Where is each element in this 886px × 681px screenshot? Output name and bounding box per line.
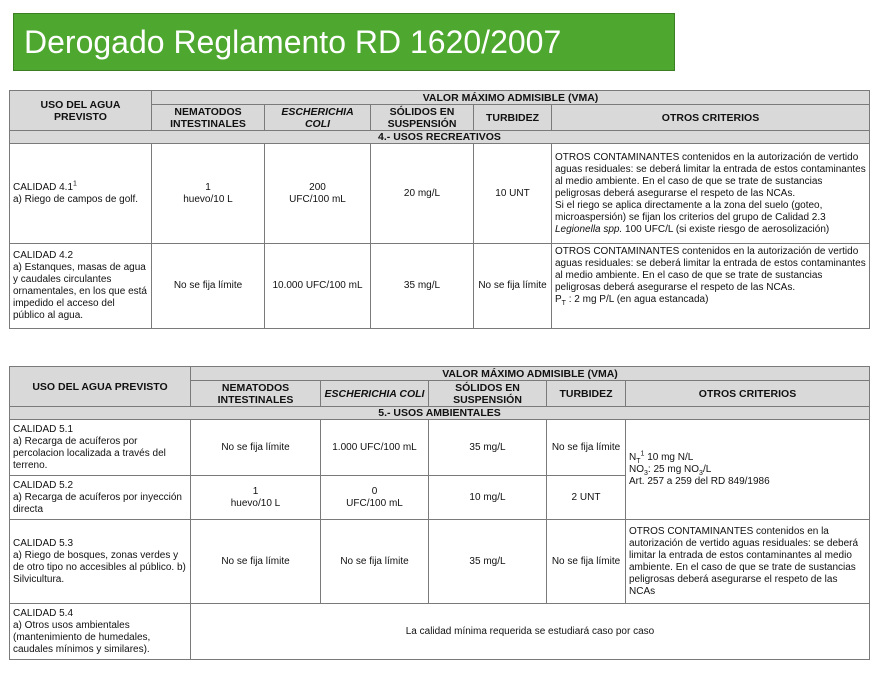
ecoli-value: 1.000 UFC/100 mL — [321, 420, 429, 476]
ecoli-value: 10.000 UFC/100 mL — [265, 244, 371, 329]
table-row — [10, 244, 870, 329]
nematodos-value: No se fija límite — [152, 244, 265, 329]
merged-criteria: La calidad mínima requerida se estudiará caso por caso — [191, 604, 870, 660]
otros-text: OTROS CONTAMINANTES contenidos en la autorización de vertido aguas residuales: se deberá limitar la entrada de estos contaminantes al medio ambiente. En el caso de que se trate de sustancias peligrosas deberá asegurarse el respeto de las NCAs. — [555, 246, 866, 293]
calidad-label: CALIDAD 5.1 — [13, 423, 74, 435]
header-otros: OTROS CRITERIOS — [552, 105, 870, 131]
turbidez-value: No se fija límite — [547, 520, 626, 604]
nematodos-value: 1 — [252, 485, 259, 497]
solidos-value: 35 mg/L — [371, 244, 474, 329]
ecoli-value: 200 — [309, 181, 326, 193]
otros-legionella-value: 100 UFC/L (si existe riesgo de aerosolización) — [622, 223, 830, 235]
header-nematodos: NEMATODOS INTESTINALES — [152, 105, 265, 131]
calidad-footnote: 1 — [73, 180, 77, 188]
nt-footnote: 1 — [640, 450, 645, 458]
otros-riego: Si el riego se aplica directamente a la zona del suelo (goteo, microaspersión) se fijan los criterios del grupo de Calidad 2.3 — [555, 199, 826, 223]
art-ref: Art. 257 a 259 del RD 849/1986 — [629, 475, 770, 487]
calidad-desc: a) Riego de campos de golf. — [13, 193, 139, 205]
header-vma: VALOR MÁXIMO ADMISIBLE (VMA) — [152, 91, 870, 105]
table-usos-ambientales — [9, 366, 870, 660]
no3-unit-end: /L — [702, 463, 712, 475]
nematodos-value: No se fija límite — [191, 420, 321, 476]
header-vma: VALOR MÁXIMO ADMISIBLE (VMA) — [191, 367, 870, 381]
otros-text: OTROS CONTAMINANTES contenidos en la autorización de vertido aguas residuales: se deberá limitar la entrada de estos contaminantes al medio ambiente. En el caso de que se trate de sustancias peligrosas deberá asegurarse el respeto de las NCAs. — [555, 151, 866, 199]
calidad-desc: a) Estanques, masas de agua y caudales circulantes ornamentales, en los que está impedido el acceso del público al agua. — [13, 262, 147, 321]
table-row — [10, 144, 870, 244]
turbidez-value: 2 UNT — [547, 476, 626, 520]
otros-legionella: Legionella spp. — [555, 223, 623, 235]
header-turbidez: TURBIDEZ — [474, 105, 552, 131]
header-solidos: SÓLIDOS EN SUSPENSIÓN — [429, 381, 547, 407]
page-title-banner — [13, 13, 675, 71]
section-title: 4.- USOS RECREATIVOS — [10, 131, 870, 144]
header-uso: USO DEL AGUA PREVISTO — [10, 367, 191, 407]
solidos-value: 20 mg/L — [371, 144, 474, 244]
calidad-desc: a) Otros usos ambientales (mantenimiento de humedales, caudales mínimos y similares). — [13, 619, 151, 655]
header-ecoli: ESCHERICHIA COLI — [265, 105, 371, 131]
calidad-label: CALIDAD 4.1 — [13, 181, 74, 193]
calidad-label: CALIDAD 5.4 — [13, 607, 74, 619]
calidad-desc: a) Recarga de acuíferos por inyección directa — [13, 491, 182, 515]
turbidez-value: 10 UNT — [474, 144, 552, 244]
header-otros: OTROS CRITERIOS — [626, 381, 870, 407]
header-uso: USO DEL AGUA PREVISTO — [10, 91, 152, 131]
nematodos-value: 1 — [205, 181, 211, 193]
solidos-value: 35 mg/L — [429, 420, 547, 476]
pt-label: P — [555, 294, 562, 305]
nematodos-unit: huevo/10 L — [230, 497, 281, 509]
section-title: 5.- USOS AMBIENTALES — [10, 407, 870, 420]
calidad-desc: a) Riego de bosques, zonas verdes y de otro tipo no accesibles al público. b) Silvicultura. — [13, 549, 186, 585]
ecoli-unit: UFC/100 mL — [346, 497, 403, 509]
solidos-value: 10 mg/L — [429, 476, 547, 520]
no3-label: NO — [629, 463, 644, 475]
table-row — [10, 604, 870, 660]
calidad-label: CALIDAD 5.3 — [13, 537, 74, 549]
table-usos-recreativos — [9, 90, 870, 329]
otros-text: OTROS CONTAMINANTES contenidos en la autorización de vertido aguas residuales: se deberá limitar la entrada de estos contaminantes al medio ambiente. En el caso de que se trate de sustancias peligrosas deberá asegurarse el respeto de las NCAs — [626, 520, 870, 604]
ecoli-value: 0 — [371, 485, 378, 497]
calidad-label: CALIDAD 4.2 — [13, 250, 74, 261]
calidad-label: CALIDAD 5.2 — [13, 479, 74, 491]
page-title: Derogado Reglamento RD 1620/2007 — [24, 24, 562, 60]
turbidez-value: No se fija límite — [474, 244, 552, 329]
nematodos-value: No se fija límite — [191, 520, 321, 604]
ecoli-unit: UFC/100 mL — [289, 193, 346, 205]
header-solidos: SÓLIDOS EN SUSPENSIÓN — [371, 105, 474, 131]
nt-label: N — [629, 451, 637, 463]
table-row — [10, 420, 870, 476]
turbidez-value: No se fija límite — [547, 420, 626, 476]
nematodos-unit: huevo/10 L — [183, 193, 233, 205]
nt-value: 10 mg N/L — [644, 451, 694, 463]
ecoli-value: No se fija límite — [321, 520, 429, 604]
header-turbidez: TURBIDEZ — [547, 381, 626, 407]
table-row — [10, 520, 870, 604]
pt-sub: T — [561, 300, 566, 307]
pt-value: : 2 mg P/L (en agua estancada) — [565, 294, 709, 305]
header-ecoli: ESCHERICHIA COLI — [321, 381, 429, 407]
no3-value: : 25 mg NO — [647, 463, 700, 475]
nt-sub: T — [636, 457, 641, 465]
header-nematodos: NEMATODOS INTESTINALES — [191, 381, 321, 407]
no3-sub: 3 — [644, 469, 648, 477]
no3-sub-unit: 3 — [699, 469, 703, 477]
calidad-desc: a) Recarga de acuíferos por percolacion localizada a través del terreno. — [13, 435, 166, 471]
solidos-value: 35 mg/L — [429, 520, 547, 604]
